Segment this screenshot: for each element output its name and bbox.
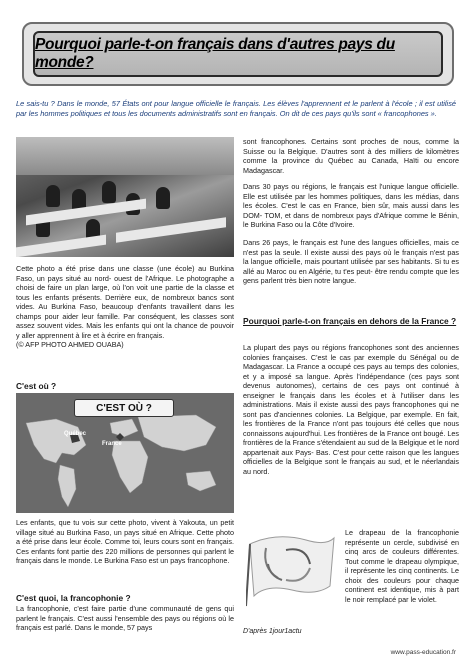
flag-graphic: [246, 528, 338, 608]
map-title-tag: C'EST OÙ ?: [74, 399, 174, 417]
photo-child: [46, 185, 60, 207]
photo-wall: [16, 137, 234, 175]
map-paragraph: Les enfants, que tu vois sur cette photo, vivent à Yakouta, un petit village situé au Burkina Faso, un pays situé en Afrique. Cette photo a été prise dans leur école. Comme toi, leurs cours sont en français. Ces enfants font partie des 220 millions de personnes qui parlent le français dans le monde. Le Burkina Faso est un pays francophone.: [16, 518, 234, 565]
title-frame: [33, 31, 443, 77]
intro-paragraph: Le sais-tu ? Dans le monde, 57 États ont pour langue officielle le français. Les élèves l'apprennent et le parlent à l'école ; il est utilisé par les hommes politiques et tous les documents administratifs sont en français. On dit de ces pays qu'ils sont « francophones ».: [16, 99, 456, 118]
page-title: Pourquoi parle-t-on français dans d'autres pays du monde?: [35, 36, 395, 71]
photo-child: [102, 181, 116, 203]
world-map: [16, 393, 234, 513]
footer-url[interactable]: www.pass-education.fr: [390, 649, 456, 656]
photo-desk: [16, 235, 106, 257]
right-paragraph-1: sont francophones. Certains sont proches de nous, comme la Suisse ou la Belgique. D'autres sont à des milliers de kilomètres comme la province du Québec au Canada, Haïti ou encore Madagascar.: [243, 137, 459, 175]
photo-desk: [116, 217, 226, 242]
where-heading: C'est où ?: [16, 381, 57, 391]
francophonie-paragraph: La francophonie, c'est faire partie d'une communauté de gens qui parlent le français. C'est aussi l'ensemble des pays ou régions où le français est parlé. Dans le monde, 57 pays: [16, 604, 234, 632]
francophonie-heading: C'est quoi, la francophonie ?: [16, 593, 131, 603]
flag-paragraph: Le drapeau de la francophonie représente un cercle, subdivisé en cinq arcs de couleurs différentes. Tout comme le drapeau olympique, il représente les cinq continents. Le choix des couleurs pour chaque continent est identique, mis à part le noir remplacé par le violet.: [345, 528, 459, 604]
right-paragraph-3: Dans 26 pays, le français est l'une des langues officielles, mais ce n'est pas la seule. Il existe aussi des pays où le français n'est pas la langue officielle, mais pourtant utilisée par ses habitants. Si tu es allé au Maroc ou en Algérie, tu t'es peut- être rendu compte que les gens parlent très bien notre langue.: [243, 238, 459, 285]
photo-credit: (© AFP PHOTO AHMED OUABA): [16, 340, 124, 349]
source-note: D'après 1jour1actu: [243, 628, 302, 635]
photo-child: [156, 187, 170, 209]
title-banner: [22, 22, 454, 86]
francophonie-flag: [246, 528, 338, 608]
right-paragraph-4: La plupart des pays ou régions francophones sont des anciennes colonies françaises. C'est le cas par exemple du Sénégal ou de Madagascar. La France a occupé ces pays au temps des colonies, et y a imposé sa langue. Après l'indépendance (ces pays sont devenus autonomes), certains de ces pays ont continué à enseigner le français dans les écoles et à l'utiliser dans les administrations. Mais il existe aussi des pays francophones qui ne sont pas d'anciennes colonies. La Belgique, par exemple. En fait, les frontières de la France n'ont pas toujours été celles que nous connaissons aujourd'hui. Les frontières de la France ont bougé. Les frontières de la France s'étendaient au sud de la Belgique et le nord appartenait aux Pays- Bas. C'est pour cette raison que les langues officielles de la Belgique sont le français au sud, et le néerlandais au nord.: [243, 343, 459, 476]
map-label-france: France: [102, 441, 122, 447]
outside-france-heading: Pourquoi parle-t-on français en dehors de la France ?: [243, 316, 457, 326]
map-label-quebec: Québec: [64, 431, 87, 437]
classroom-photo: [16, 137, 234, 257]
right-paragraph-2: Dans 30 pays ou régions, le français est l'unique langue officielle. Elle est utilisée par les hommes politiques, dans les médias, dans les écoles. C'est le cas en France, bien sûr, mais aussi dans les DOM- TOM, et dans de nombreux pays d'Afrique comme le Bénin, le Burkina Faso ou la Côte d'Ivoire.: [243, 182, 459, 229]
photo-caption: Cette photo a été prise dans une classe (une école) au Burkina Faso, un pays situé au nord- ouest de l'Afrique. Le photographe a choisi de faire un plan large, où l'on voit une partie de la classe et tous les enfants présents. Derrière eux, de nombreux bancs sont vides. Au Burkina Faso, beaucoup d'enfants travaillent dans les champs pour aider leur famille. Par conséquent, les classes sont assez souvent vides. Mais les enfants qui ont la chance de pouvoir y aller apprennent à lire et à écrire en français.: [16, 264, 234, 340]
